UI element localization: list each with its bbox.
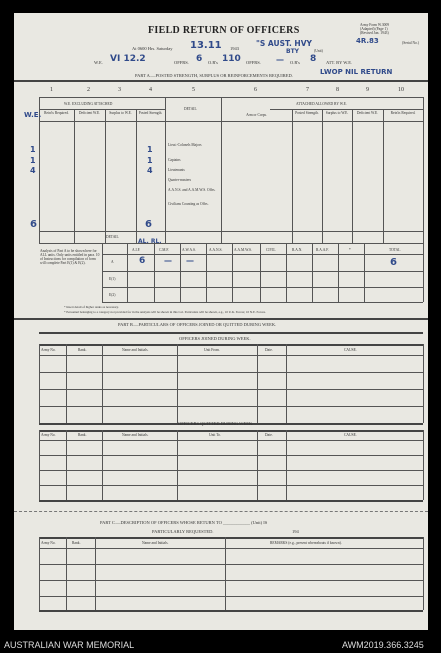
grid-line <box>39 580 423 581</box>
grid-line <box>286 243 287 302</box>
grid-line <box>127 243 128 302</box>
joined-col-cause: CAUSE. <box>344 348 357 352</box>
col-number: 5 <box>192 87 195 93</box>
footnote-2: * Personnel belonging to a category not provided for in the analysis will be shown in this Col. Particulars will be shown, e.g., 10 U.K. Forces; 10 N.E. Forces. <box>64 310 266 314</box>
grid-line <box>39 355 423 356</box>
analysis-row-e2: E(2) <box>109 293 116 297</box>
analysis-row-a: A <box>111 260 114 264</box>
archive-credit: AUSTRALIAN WAR MEMORIAL <box>4 640 135 650</box>
grid-line <box>154 243 155 302</box>
grid-line <box>177 344 178 423</box>
grid-line <box>423 430 424 500</box>
grid-line <box>39 564 423 565</box>
grid-line <box>177 430 178 500</box>
grid-line <box>39 121 423 122</box>
date-handwritten: 13.11 <box>190 40 222 51</box>
attached-allowed-header: ATTACHED ALLOWED BY W.E. <box>296 102 347 106</box>
grid-line <box>66 430 67 500</box>
grid-line <box>257 430 258 500</box>
grid-line <box>352 109 353 243</box>
grid-line <box>102 430 103 500</box>
ors-handwritten: 110 <box>222 54 241 64</box>
we-excluding-header: W.E. EXCLUDING ATTACHED <box>64 102 113 106</box>
hand-col1-total: 6 <box>30 219 37 230</box>
grid-line <box>39 344 40 423</box>
joined-col-army-no: Army No. <box>41 348 56 352</box>
analysis-note: Analysis of Part A to be shown here for ALL units. Only units entitled in para. 10 of Instructions for compilation of form will complete Part E(1) & E(2). <box>40 249 100 265</box>
grid-line <box>102 243 103 302</box>
grid-line <box>102 271 423 272</box>
col-number: 9 <box>366 87 369 93</box>
we-handwritten: VI 12.2 <box>110 54 146 64</box>
col-number: 3 <box>118 87 121 93</box>
footnote-1: * Insert detail of higher ranks as necessary. <box>64 305 119 309</box>
grid-line <box>260 243 261 302</box>
part-c-bottom <box>39 610 423 612</box>
grid-line <box>74 109 75 243</box>
grid-line <box>39 372 423 373</box>
unit-handwritten-2: BTY <box>286 48 300 55</box>
part-a-heading: PART A.—POSTED STRENGTH, SURPLUS OR REINFORCEMENTS REQUIRED. <box>135 73 293 78</box>
analysis-col-awas: A.W.A.S. <box>182 248 196 252</box>
grid-line <box>286 430 287 500</box>
ors2-label: O.R's <box>290 60 300 65</box>
left-col-header: Posted Strength. <box>138 111 163 115</box>
hand-analysis-dash: — <box>186 256 194 265</box>
col-number: 8 <box>336 87 339 93</box>
quitted-col-army-no: Army No. <box>41 433 56 437</box>
form-paper <box>14 13 428 630</box>
ors-label: O.R's <box>208 60 218 65</box>
joined-rule <box>39 344 423 346</box>
hand-col1-value: 1 <box>30 156 36 165</box>
revised-note: (Revised Jan. 1943) <box>360 31 389 35</box>
grid-line <box>95 537 96 610</box>
offrs-label: OFFRS. <box>174 60 189 65</box>
quitted-bottom <box>39 500 423 502</box>
part-c-col-rank: Rank. <box>72 541 81 545</box>
grid-line <box>105 109 106 243</box>
hand-col1-value: 4 <box>30 166 36 175</box>
right-col-header: Surplus to W.E. <box>325 111 349 115</box>
rank-aans: A.A.N.S. and A.A.M.W.S. Offrs. <box>168 188 216 192</box>
grid-line <box>206 243 207 302</box>
perforation-line <box>14 511 428 512</box>
grid-line <box>39 537 40 610</box>
part-a-rule <box>14 80 428 82</box>
analysis-col-ran: R.A.N. <box>292 248 303 252</box>
grid-line <box>423 344 424 423</box>
grid-line <box>66 344 67 423</box>
grid-line <box>39 440 423 441</box>
quitted-title: OFFICERS QUITTED DURING WEEK. <box>178 421 254 426</box>
part-c-col-name: Name and Initials. <box>142 541 169 545</box>
arm-corps-header: Arm or Corps. <box>246 113 267 117</box>
grid-line <box>66 537 67 610</box>
hand-col4-value: 1 <box>147 145 153 154</box>
grid-line <box>364 243 365 302</box>
grid-line <box>423 97 424 243</box>
joined-col-name: Name and Initials. <box>122 348 149 352</box>
quitted-col-rank: Rank. <box>78 433 87 437</box>
archive-accession-number: AWM2019.366.3245 <box>342 640 424 650</box>
part-b-rule-2 <box>39 332 423 334</box>
unit-label: (Unit) <box>314 49 323 53</box>
grid-line <box>423 537 424 610</box>
hand-analysis-a: 6 <box>139 256 146 266</box>
grid-line <box>180 243 181 302</box>
rank-captains: Captains <box>168 158 181 162</box>
year-label: 1943 <box>230 46 239 51</box>
analysis-col-civil: CIVIL <box>266 248 276 252</box>
grid-line <box>102 287 423 288</box>
grid-line <box>102 254 423 255</box>
left-col-header: Rein'ts Required. <box>44 111 69 115</box>
adapted-note: (Adapted) (Page 1) <box>360 27 388 31</box>
joined-title: OFFICERS JOINED DURING WEEK. <box>179 336 251 341</box>
lwop-handwritten: LWOP NIL RETURN <box>320 68 393 76</box>
hand-col4-total: 6 <box>145 219 152 230</box>
grid-line <box>39 406 423 407</box>
grid-line <box>136 109 137 243</box>
grid-line <box>39 470 423 471</box>
hand-we-marker: W.E. <box>24 111 42 119</box>
grid-line <box>322 109 323 243</box>
grid-line <box>423 243 424 302</box>
grid-line <box>39 109 165 110</box>
left-col-header: Surplus to W.E. <box>109 111 132 115</box>
part-b-heading: PART B.—PARTICULARS OF OFFICERS JOINED OR QUITTED DURING WEEK. <box>118 322 277 327</box>
offrs2-dash: — <box>276 55 284 64</box>
grid-line <box>286 344 287 423</box>
grid-line <box>39 231 423 232</box>
hand-analysis-dash: — <box>164 256 172 265</box>
hand-col1-value: 1 <box>30 145 36 154</box>
offrs2-label: OFFRS. <box>246 60 261 65</box>
offrs-handwritten: 6 <box>196 54 203 64</box>
part-c-year: 194 <box>292 529 299 534</box>
grid-line <box>257 344 258 423</box>
joined-col-rank: Rank. <box>78 348 87 352</box>
part-c-col-remarks: REMARKS (e.g., present whereabouts if known). <box>270 541 342 545</box>
grid-line <box>39 97 423 98</box>
hand-col4-value: 4 <box>147 166 153 175</box>
grid-line <box>39 430 40 500</box>
part-c-heading: PART C.—DESCRIPTION OF OFFICERS WHOSE RETURN TO ____________ (Unit) IS <box>100 520 268 525</box>
col-number: 6 <box>254 87 257 93</box>
part-c-subheading: PARTICULARLY REQUESTED. <box>152 529 214 534</box>
analysis-col-star: * <box>349 248 351 252</box>
rank-quartermasters: Quarter-masters <box>168 178 192 182</box>
quitted-col-cause: CAUSE. <box>344 433 357 437</box>
unit-handwritten: "S AUST. HVY <box>256 39 312 48</box>
left-col-header: Deficient W.E. <box>78 111 101 115</box>
grid-line <box>232 243 233 302</box>
hand-analysis-total: 6 <box>390 257 397 268</box>
quitted-rule <box>39 430 423 432</box>
grid-line <box>338 243 339 302</box>
hand-col4-value: 1 <box>147 156 153 165</box>
joined-col-unit-from: Unit From. <box>204 348 220 352</box>
serial-handwritten: 4R.83 <box>356 37 379 45</box>
rank-civilians: Civilians Counting as Offrs. <box>168 202 209 206</box>
part-c-col-army-no: Army No. <box>41 541 56 545</box>
detail-header: DETAIL <box>184 107 197 111</box>
right-col-header: Deficient W.E. <box>356 111 379 115</box>
quitted-col-name: Name and Initials. <box>122 433 149 437</box>
col-number: 4 <box>149 87 152 93</box>
grid-line <box>102 344 103 423</box>
grid-line <box>225 537 226 610</box>
hand-aif-note: AL. RL. <box>138 238 162 245</box>
ors2-handwritten: 8 <box>310 54 317 64</box>
analysis-col-cmf: C.M.F. <box>159 248 169 252</box>
grid-line <box>39 596 423 597</box>
part-b-rule <box>14 318 428 320</box>
we-label: W.E. <box>94 60 103 65</box>
quitted-col-date: Date. <box>265 433 273 437</box>
col-number: 1 <box>50 87 53 93</box>
grid-line <box>39 389 423 390</box>
rank-lieut-colonels: Lieut.-Colonels Majors <box>168 143 202 147</box>
analysis-col-aif: A.I.F. <box>132 248 141 252</box>
grid-line <box>102 302 423 303</box>
serial-label: (Serial No.) <box>402 41 419 45</box>
right-col-header: Rein'ts Required. <box>390 111 416 115</box>
col-number: 10 <box>398 87 404 93</box>
analysis-detail-header: DETAIL <box>106 235 119 239</box>
att-label: ATT. BY W.E. <box>326 60 353 65</box>
form-title: FIELD RETURN OF OFFICERS <box>148 25 300 36</box>
grid-line <box>39 455 423 456</box>
analysis-col-total: TOTAL <box>389 248 401 252</box>
col-number: 7 <box>306 87 309 93</box>
col-number: 2 <box>87 87 90 93</box>
grid-line <box>39 243 423 244</box>
analysis-col-aamws: A.A.M.W.S. <box>234 248 252 252</box>
grid-line <box>312 243 313 302</box>
analysis-row-e1: E(1) <box>109 277 116 281</box>
grid-line <box>39 548 423 549</box>
analysis-col-raaf: R.A.A.F. <box>316 248 329 252</box>
part-c-rule <box>39 537 423 539</box>
rank-lieutenants: Lieutenants <box>168 168 185 172</box>
grid-line <box>383 109 384 243</box>
grid-line <box>39 485 423 486</box>
quitted-col-unit-to: Unit To. <box>209 433 221 437</box>
grid-line <box>221 97 222 243</box>
analysis-col-aans: A.A.N.S. <box>209 248 223 252</box>
right-col-header: Posted Strength. <box>295 111 319 115</box>
grid-line <box>292 109 293 243</box>
at-hours-label: At 0600 Hrs. Saturday <box>132 46 173 51</box>
army-form-number: Army Form W.3009 <box>360 23 390 27</box>
joined-col-date: Date. <box>265 348 273 352</box>
grid-line <box>165 97 166 243</box>
